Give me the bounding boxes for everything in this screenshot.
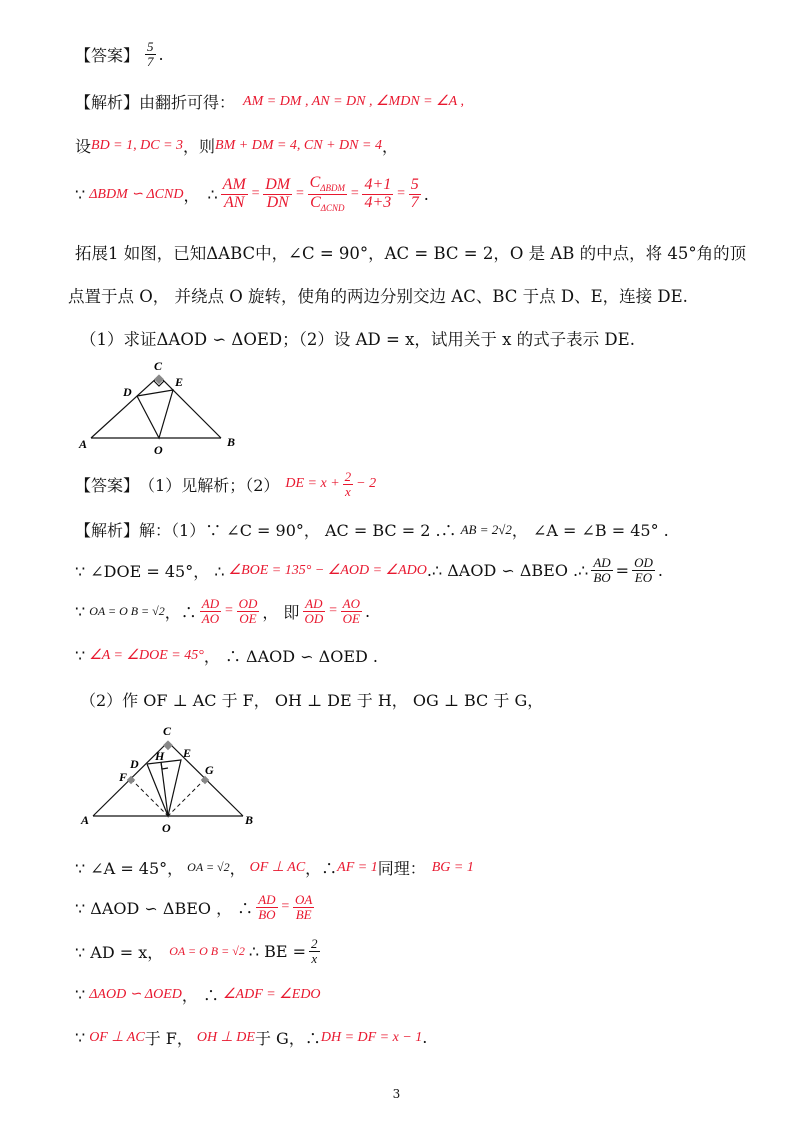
solution-line-6: ∵ ΔAOD ∽ ΔBEO ， ∴ $\frac{AD}{BO}$ = $\frac{OA}{BE}$ <box>75 892 313 922</box>
analysis-bracket: 【解析】 <box>75 93 140 112</box>
solution-line-7: ∵ AD = x， OA = O B = √2 ∴ BE = $\frac{2}{x}$ <box>75 936 318 966</box>
solution-line-4: ∵ ∠A = ∠DOE = 45° ， ∴ ΔAOD ∽ ΔOED . <box>75 646 379 666</box>
label-a: A <box>81 813 90 827</box>
problem-questions: （1）求证ΔAOD ∽ ΔOED；（2）设 AD = x，试用关于 x 的式子表示 DE. <box>80 330 635 349</box>
answer-fraction-2-x: $\frac{2}{x}$ <box>344 469 352 499</box>
label-o: O <box>162 821 171 835</box>
solution-line-8: ∵ ΔAOD ∽ ΔOED ， ∴ ∠ADF = ∠EDO <box>75 985 321 1005</box>
page-number: 3 <box>392 1087 401 1101</box>
label-o: O <box>154 443 163 457</box>
setup-line: 设 BD = 1, DC = 3 ，则 BM + DM = 4, CN + DN = 4 ， <box>75 137 398 156</box>
problem-text-2: 点置于点 O， 并绕点 O 旋转，使角的两边分别交边 AC、BC 于点 D、E，连接 DE. <box>68 287 688 306</box>
solution-line-5: ∵ ∠A = 45°， OA = √2 ， OF ⊥ AC ，∴ AF = 1 同理： BG = 1 <box>75 859 474 878</box>
label-d: D <box>130 757 139 771</box>
analysis-line-1: 【解析】 由翻折可得： AM = DM , AN = DN , ∠MDN = ∠A , <box>75 90 464 113</box>
solution-line-9: ∵ OF ⊥ AC 于 F， OH ⊥ DE 于 G，∴ DH = DF = x − 1 . <box>75 1028 428 1048</box>
answer-line-2: 【答案】 （1）见解析；（2） DE = x + $\frac{2}{x}$ − 2 <box>75 469 377 499</box>
label-h: H <box>155 749 165 763</box>
fold-equations: AM = DM , AN = DN , ∠MDN = ∠A , <box>243 94 464 109</box>
label-b: B <box>227 435 236 449</box>
label-d: D <box>123 385 132 399</box>
answer-bracket: 【答案】 <box>75 45 140 65</box>
part-2-construction: （2）作 OF ⊥ AC 于 F， OH ⊥ DE 于 H， OG ⊥ BC 于 G， <box>80 691 544 710</box>
solution-line-2: ∵ ∠DOE = 45°， ∴ ∠BOE = 135° − ∠AOD = ∠ADO .∴ ΔAOD ∽ ΔBEO .∴ $\frac{AD}{BO}$ = $\frac{OD}{EO}$ . <box>75 555 663 585</box>
figure-1-triangle <box>75 356 265 458</box>
label-e: E <box>175 375 184 389</box>
label-c: C <box>163 724 172 738</box>
label-g: G <box>205 763 214 777</box>
ratio-numbers: $\frac{4+1}{4+3}$ <box>364 175 392 211</box>
label-b: B <box>245 813 254 827</box>
solution-line-3: ∵ OA = O B = √2 ，∴ $\frac{AD}{AO}$ = $\frac{OD}{OE}$ ， 即 $\frac{AD}{OD}$ = $\frac{AO}{OE}$ . <box>75 596 371 626</box>
similarity-ratio-line: ∵ ΔBDM ∽ ΔCND ， ∴ $\frac{AM}{AN}$ = $\frac{DM}{DN}$ = $\frac{C_{\Delta BDM}}{C_{\Delta CND}}$ = $\frac{4+1}{4+3}$ = $\frac{5}{7}$ . <box>75 174 429 213</box>
label-a: A <box>79 437 88 451</box>
label-e: E <box>183 746 192 760</box>
label-c: C <box>154 359 163 373</box>
answer-fraction: $\frac{5}{7}$ <box>147 39 154 69</box>
problem-text-1: 拓展1 如图，已知ΔABC中，∠C = 90°，AC = BC = 2，O 是 AB 的中点，将 45°角的顶 <box>75 244 747 263</box>
ratio-result: $\frac{5}{7}$ <box>410 175 419 211</box>
figure-2-triangle <box>75 722 265 838</box>
solution-line-1: 【解析】 解：（1）∵ ∠C = 90°， AC = BC = 2 .∴ AB = 2√2 ， ∠A = ∠B = 45° . <box>75 521 669 540</box>
ratio-am-an: $\frac{AM}{AN}$ <box>222 175 246 211</box>
answer-line-1: 【答案】 $\frac{5}{7}$ . <box>75 39 164 69</box>
ratio-perimeters: $\frac{C_{\Delta BDM}}{C_{\Delta CND}}$ <box>309 174 346 213</box>
ratio-dm-dn: $\frac{DM}{DN}$ <box>265 175 291 211</box>
label-f: F <box>119 770 128 784</box>
